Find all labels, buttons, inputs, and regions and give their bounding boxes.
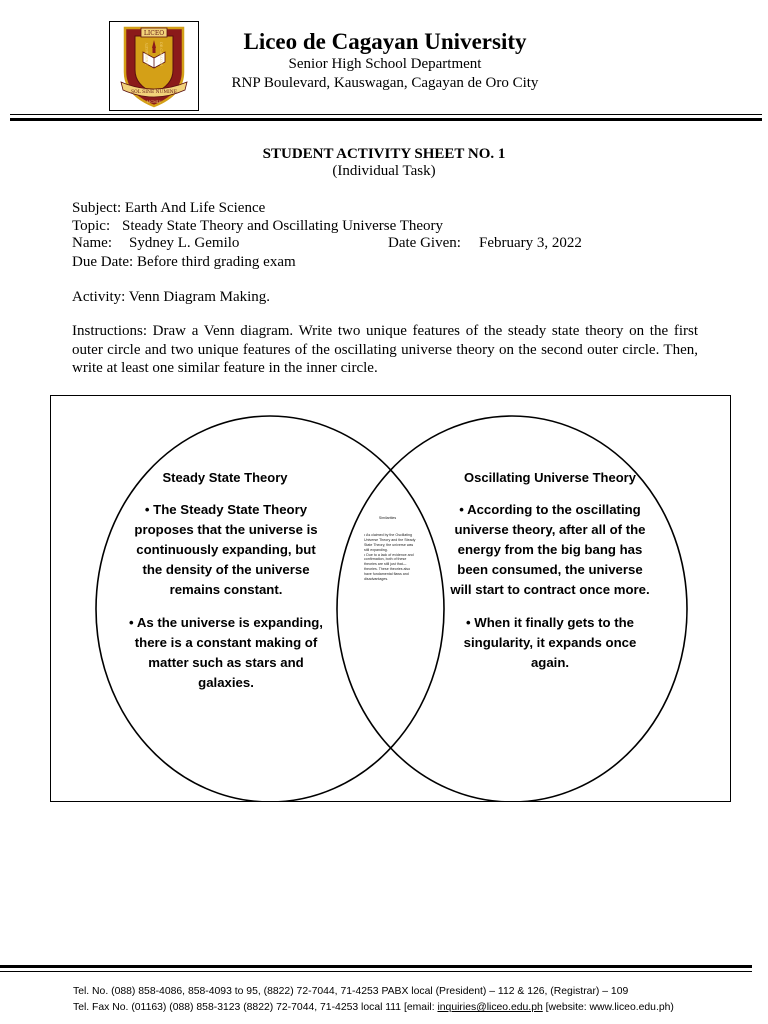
due-date-line: Due Date: Before third grading exam [72, 254, 296, 270]
sheet-subtitle: (Individual Task) [332, 163, 436, 179]
sheet-title: STUDENT ACTIVITY SHEET NO. 1 [262, 146, 506, 162]
svg-text:SOL SINE NUMINE: SOL SINE NUMINE [130, 90, 178, 95]
svg-text:LICEO: LICEO [143, 30, 165, 37]
school-address: RNP Boulevard, Kauswagan, Cagayan de Oro City [231, 75, 539, 91]
right-circle-title: Oscillating Universe Theory [464, 470, 636, 485]
right-point-2: • When it finally gets to the singularity, it expands once again. [463, 615, 637, 670]
similarities-block [350, 516, 425, 582]
activity-line: Activity: Venn Diagram Making. [72, 289, 271, 305]
logo-frame [109, 21, 199, 111]
date-given-label: Date Given: [388, 235, 461, 251]
left-point-2: • As the universe is expanding, there is a constant making of matter such as stars and galaxies. [129, 615, 323, 690]
subject-line: Subject: Earth And Life Science [72, 200, 266, 216]
header-rule-thick [10, 118, 762, 121]
school-name: Liceo de Cagayan University [243, 29, 527, 54]
similarities-title: Similarities [378, 516, 397, 520]
date-given-value: February 3, 2022 [479, 235, 582, 251]
name-label: Name: [72, 235, 112, 251]
footer-fax-line [73, 1002, 674, 1013]
svg-text:MCMLV: MCMLV [146, 100, 162, 104]
left-point-1: • The Steady State Theory proposes that the universe is continuously expanding, but the density of the universe remains constant. [134, 502, 318, 597]
header-rule-thin [10, 114, 762, 115]
department: Senior High School Department [288, 56, 482, 72]
footer-fax-text: Tel. Fax No. (01163) (088) 858-3123 (8822) 72-7044, 71-4253 local 111 [email: [73, 1002, 438, 1013]
footer-rule-thin [0, 971, 752, 972]
topic-label: Topic: [72, 218, 111, 234]
instructions-paragraph: Instructions: Draw a Venn diagram. Write two unique features of the steady state theory on the first outer circle and two unique features of the oscillating universe theory on the second outer circle. Then, write at least one similar feature in the inner circle. [72, 323, 698, 376]
footer-email-link[interactable]: inquiries@liceo.edu.ph [437, 1002, 543, 1013]
footer-rule-thick [0, 965, 752, 968]
similarities-point-2: • Due to a lack of evidence and confirmation, both of these theories are still just that—theories. These theories also have fundamental flaws and disadvantages. [364, 552, 414, 582]
university-seal-logo [113, 24, 195, 108]
left-circle-title: Steady State Theory [162, 470, 288, 485]
footer-website-text: [website: www.liceo.edu.ph) [542, 1002, 674, 1013]
name-value: Sydney L. Gemilo [129, 235, 240, 251]
right-point-1: • According to the oscillating universe theory, after all of the energy from the big bang has been consumed, the universe will start to contract once more. [450, 502, 650, 597]
topic-value: Steady State Theory and Oscillating Universe Theory [122, 218, 444, 234]
similarities-point-1: • As claimed by the Oscillating Universe Theory and the Steady State Theory, the universe was still expanding. [364, 532, 416, 552]
svg-text:UNIVERSITY: UNIVERSITY [145, 42, 149, 66]
svg-text:DE CAGAYAN: DE CAGAYAN [159, 42, 163, 66]
footer-phone-line: Tel. No. (088) 858-4086, 858-4093 to 95, (8822) 72-7044, 71-4253 PABX local (President) – 112 & 126, (Registrar) – 109 [73, 986, 629, 997]
